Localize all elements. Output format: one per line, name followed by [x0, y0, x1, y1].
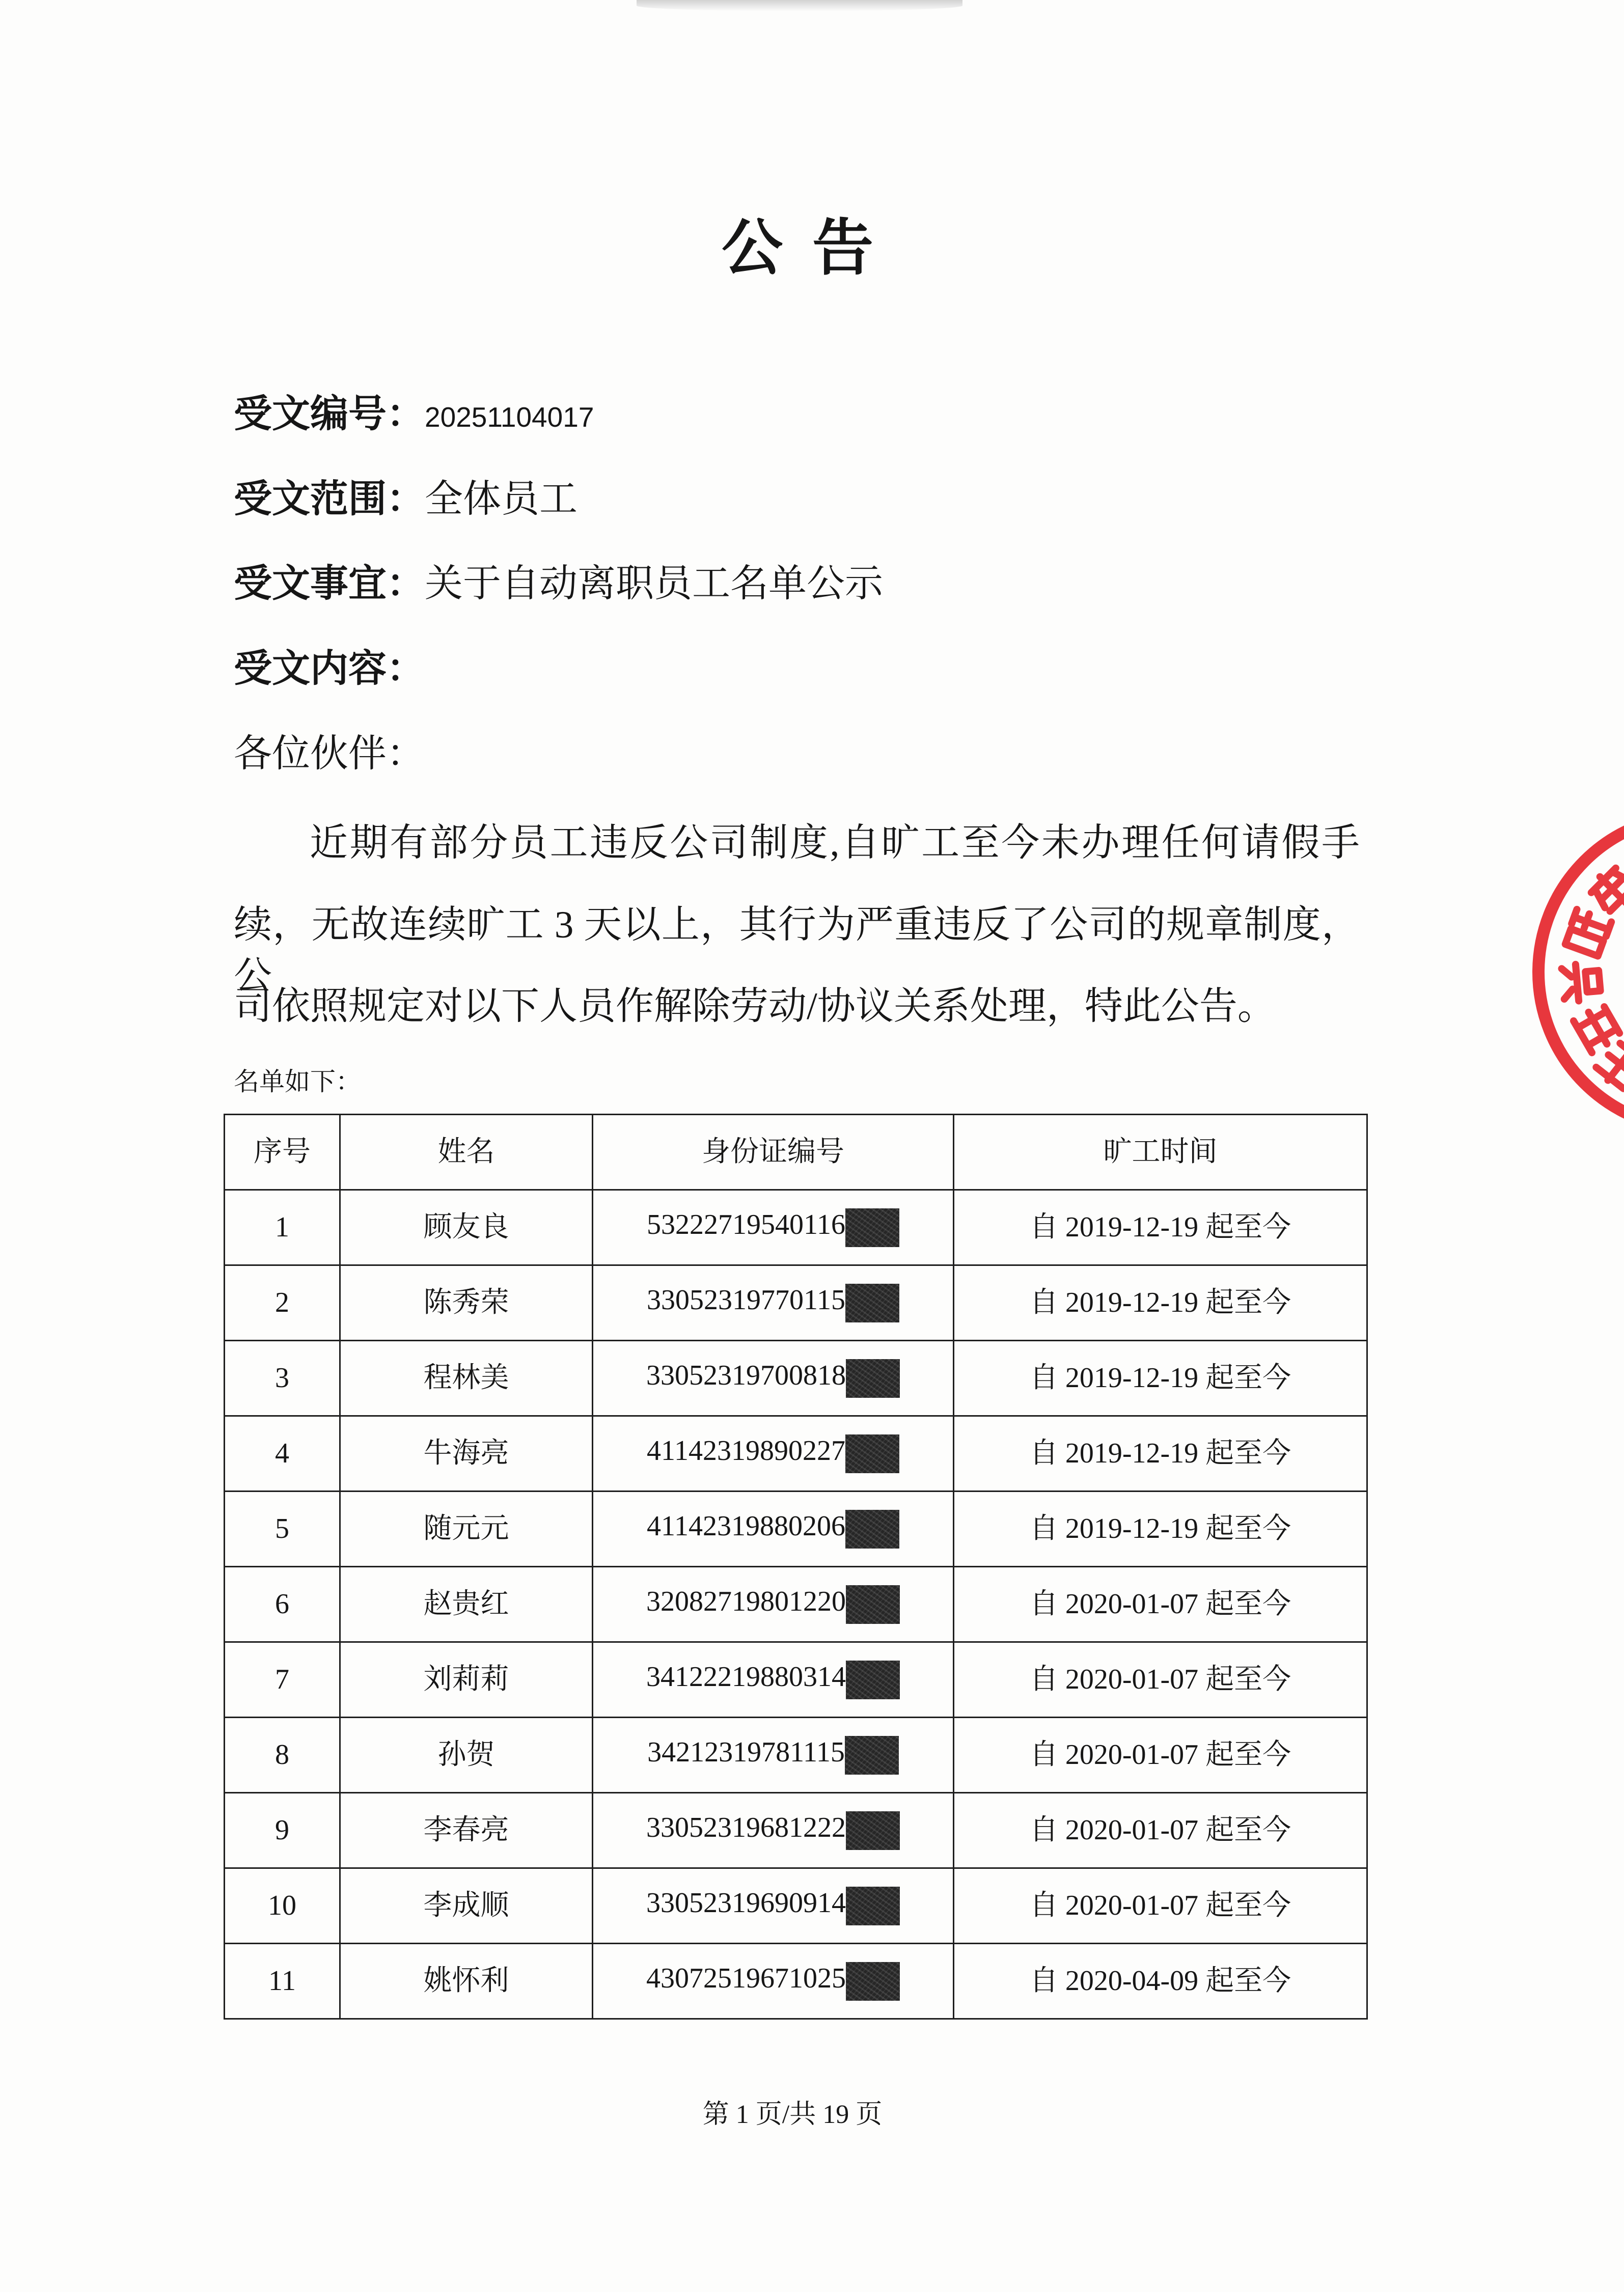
- header-id-number: 身份证编号: [593, 1115, 954, 1190]
- id-number: 33052319690914: [646, 1887, 846, 1919]
- redaction-block: [846, 1962, 900, 2001]
- meta-subject: [234, 558, 883, 610]
- redaction-block: [845, 1284, 899, 1322]
- row-number-cell: [225, 1190, 340, 1265]
- meta-recipients: [234, 473, 577, 525]
- employee-name-cell: [340, 1265, 593, 1341]
- row-number: 3: [275, 1362, 289, 1394]
- table-row: [225, 1944, 1367, 2019]
- employee-name: 随元元: [423, 1512, 509, 1544]
- employee-name-cell: [340, 1492, 593, 1567]
- absence-period: 自 2019-12-19 起至今: [1029, 1286, 1291, 1318]
- absence-period: 自 2019-12-19 起至今: [1029, 1512, 1291, 1544]
- employee-name-cell: [340, 1567, 593, 1642]
- table-row: [225, 1793, 1367, 1868]
- meta-content: [234, 643, 425, 695]
- absence-period-cell: [954, 1265, 1367, 1341]
- absence-period-cell: [954, 1944, 1367, 2019]
- meta-label: 受文范围：: [234, 476, 425, 521]
- absence-period: 自 2020-01-07 起至今: [1029, 1889, 1291, 1921]
- table-row: [225, 1567, 1367, 1642]
- employee-name-cell: [340, 1868, 593, 1944]
- row-number: 2: [275, 1286, 289, 1318]
- employee-name: 赵贵红: [423, 1588, 509, 1620]
- absence-period: 自 2020-01-07 起至今: [1029, 1663, 1291, 1695]
- id-number: 33052319770115: [647, 1284, 845, 1316]
- employee-name: 李成顺: [423, 1889, 509, 1921]
- redaction-block: [846, 1661, 900, 1699]
- table-row: [225, 1190, 1367, 1265]
- page-number: 第 1 页/共 19 页: [702, 2100, 883, 2129]
- absence-period: 自 2020-01-07 起至今: [1029, 1588, 1291, 1620]
- id-number: 34212319781115: [647, 1736, 845, 1769]
- table-row: [225, 1416, 1367, 1492]
- redaction-block: [846, 1359, 900, 1398]
- row-number: 8: [275, 1738, 289, 1771]
- redaction-block: [846, 1811, 900, 1850]
- id-number: 32082719801220: [646, 1586, 846, 1618]
- row-number: 5: [275, 1512, 289, 1544]
- id-number: 41142319890227: [647, 1435, 845, 1467]
- redaction-block: [845, 1510, 899, 1549]
- id-number-cell: [593, 1793, 954, 1868]
- id-number: 41142319880206: [647, 1510, 845, 1542]
- absence-period: 自 2019-12-19 起至今: [1029, 1437, 1291, 1469]
- absence-period-cell: [954, 1868, 1367, 1944]
- body-paragraph-line: 司依照规定对以下人员作解除劳动/协议关系处理，特此公告。: [234, 985, 1276, 1028]
- absence-period: 自 2019-12-19 起至今: [1029, 1362, 1291, 1394]
- row-number-cell: [225, 1492, 340, 1567]
- absence-period-cell: [954, 1567, 1367, 1642]
- meta-label: 受文编号：: [234, 391, 425, 436]
- redaction-block: [845, 1434, 899, 1473]
- employee-name-cell: [340, 1793, 593, 1868]
- absence-period-cell: [954, 1492, 1367, 1567]
- id-number-cell: [593, 1642, 954, 1718]
- id-number-cell: [593, 1190, 954, 1265]
- row-number: 9: [275, 1814, 289, 1846]
- id-number-cell: [593, 1416, 954, 1492]
- id-number-cell: [593, 1265, 954, 1341]
- row-number-cell: [225, 1642, 340, 1718]
- redaction-block: [845, 1208, 899, 1247]
- table-row: [225, 1642, 1367, 1718]
- employee-name: 姚怀利: [423, 1965, 509, 1997]
- table-body: [225, 1190, 1367, 2019]
- meta-value: 关于自动离职员工名单公示: [425, 563, 884, 605]
- meta-label: 受文事宜：: [234, 561, 425, 605]
- header-name: 姓名: [340, 1115, 593, 1190]
- employee-name: 牛海亮: [423, 1437, 509, 1469]
- employee-name: 陈秀荣: [423, 1286, 509, 1318]
- employee-name-cell: [340, 1416, 593, 1492]
- employee-name: 程林美: [423, 1362, 509, 1394]
- absence-period-cell: [954, 1642, 1367, 1718]
- row-number-cell: [225, 1793, 340, 1868]
- id-number-cell: [593, 1868, 954, 1944]
- body-paragraph-line: 近期有部分员工违反公司制度,自旷工至今未办理任何请假手: [310, 822, 1360, 864]
- employee-name: 刘莉莉: [423, 1663, 509, 1695]
- employee-name-cell: [340, 1718, 593, 1793]
- employee-name-cell: [340, 1190, 593, 1265]
- absence-period-cell: [954, 1416, 1367, 1492]
- id-number-cell: [593, 1341, 954, 1416]
- id-number: 53222719540116: [647, 1209, 845, 1241]
- absence-period: 自 2019-12-19 起至今: [1029, 1211, 1291, 1243]
- employee-name: 李春亮: [423, 1814, 509, 1846]
- absence-period-cell: [954, 1341, 1367, 1416]
- row-number-cell: [225, 1718, 340, 1793]
- header-number: 序号: [225, 1115, 340, 1190]
- body-paragraph-line: 续，无故连续旷工 3 天以上，其行为严重违反了公司的规章制度，公: [234, 904, 1360, 997]
- absence-period-cell: [954, 1793, 1367, 1868]
- absence-period: 自 2020-01-07 起至今: [1029, 1814, 1291, 1846]
- header-absence-period: 旷工时间: [954, 1115, 1367, 1190]
- table-header-row: [225, 1115, 1367, 1190]
- meta-document-number: [234, 388, 594, 443]
- id-number: 33052319700818: [646, 1360, 846, 1392]
- meta-label: 受文内容：: [234, 646, 425, 691]
- scan-edge-shadow: [637, 0, 962, 11]
- absence-period: 自 2020-04-09 起至今: [1029, 1965, 1291, 1997]
- row-number: 4: [275, 1437, 289, 1469]
- row-number: 1: [275, 1211, 289, 1243]
- row-number-cell: [225, 1341, 340, 1416]
- redaction-block: [846, 1887, 900, 1925]
- id-number-cell: [593, 1718, 954, 1793]
- greeting: 各位伙伴：: [234, 733, 425, 775]
- id-number-cell: [593, 1567, 954, 1642]
- row-number: 10: [268, 1889, 296, 1921]
- table-row: [225, 1341, 1367, 1416]
- employee-name-cell: [340, 1642, 593, 1718]
- document-title: 公 告: [722, 214, 880, 282]
- table-row: [225, 1265, 1367, 1341]
- redaction-block: [846, 1585, 900, 1624]
- row-number: 7: [275, 1663, 289, 1695]
- employee-name: 顾友良: [423, 1211, 509, 1243]
- id-number-cell: [593, 1944, 954, 2019]
- row-number: 6: [275, 1588, 289, 1620]
- absence-period-cell: [954, 1190, 1367, 1265]
- redaction-block: [845, 1736, 899, 1775]
- meta-value: 20251104017: [425, 401, 594, 433]
- id-number-cell: [593, 1492, 954, 1567]
- company-seal: [1523, 794, 1624, 1151]
- employee-name: 孙贺: [437, 1738, 495, 1771]
- table-row: [225, 1868, 1367, 1944]
- row-number-cell: [225, 1944, 340, 2019]
- table-row: [225, 1718, 1367, 1793]
- row-number-cell: [225, 1265, 340, 1341]
- absence-period: 自 2020-01-07 起至今: [1029, 1738, 1291, 1771]
- absence-period-cell: [954, 1718, 1367, 1793]
- list-intro: 名单如下：: [234, 1067, 361, 1096]
- row-number-cell: [225, 1567, 340, 1642]
- id-number: 33052319681222: [646, 1812, 846, 1844]
- employee-name-cell: [340, 1944, 593, 2019]
- table-row: [225, 1492, 1367, 1567]
- row-number-cell: [225, 1868, 340, 1944]
- row-number-cell: [225, 1416, 340, 1492]
- meta-value: 全体员工: [425, 478, 578, 520]
- employee-table: [224, 1114, 1368, 2020]
- id-number: 34122219880314: [646, 1661, 846, 1693]
- seal-lettering: [1561, 864, 1624, 1091]
- employee-name-cell: [340, 1341, 593, 1416]
- row-number: 11: [268, 1965, 296, 1997]
- id-number: 43072519671025: [646, 1963, 846, 1995]
